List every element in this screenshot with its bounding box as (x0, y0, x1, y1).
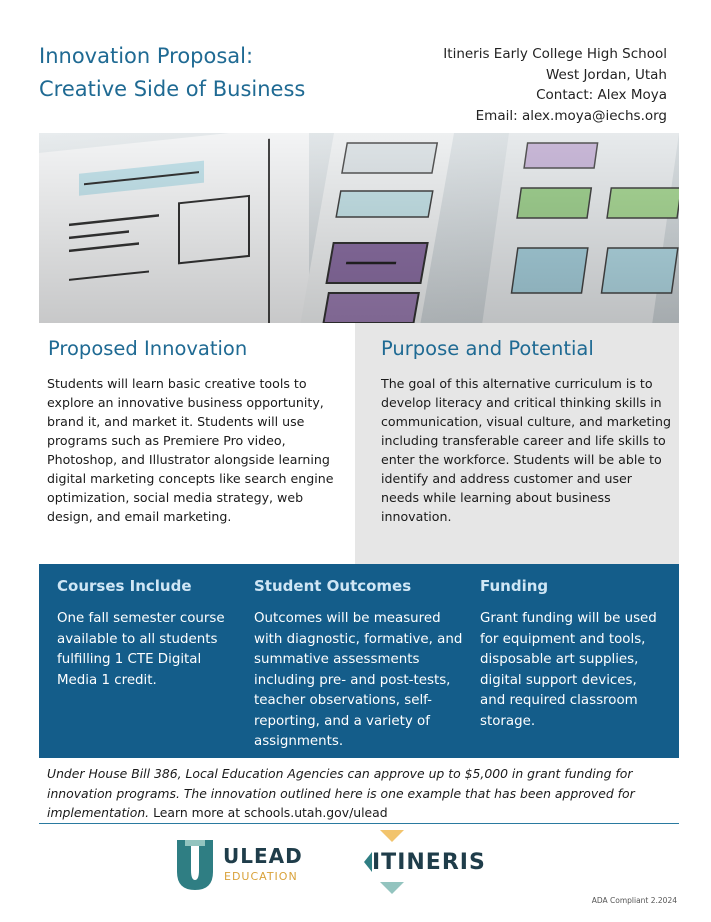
purpose-potential-panel (355, 323, 679, 564)
ulead-mark-icon (175, 836, 215, 892)
purpose-potential-heading: Purpose and Potential (381, 337, 594, 360)
legal-note (47, 764, 687, 823)
title-line-2: Creative Side of Business (39, 77, 306, 101)
contact-name: Contact: Alex Moya (536, 87, 667, 103)
courses-text: One fall semester course available to all students fulfilling 1 CTE Digital Media 1 credit. (57, 611, 225, 688)
info-band (39, 564, 679, 758)
proposed-innovation-text: Students will learn basic creative tools to explore an innovative business opportunity, brand it, and market it. Students will use programs such as Premiere Pro video, Photoshop, and Illustrator alongside learning digital marketing concepts like search engine optimization, social media strategy, web design, and email marketing. (47, 376, 334, 524)
outcomes-heading: Student Outcomes (254, 577, 412, 595)
title-line-1: Innovation Proposal: (39, 44, 254, 68)
school-location: West Jordan, Utah (545, 66, 667, 83)
ada-compliance-label: ADA Compliant 2.2024 (591, 896, 677, 905)
ulead-logo (175, 836, 315, 892)
school-name: Itineris Early College High School (443, 46, 667, 62)
contact-block (443, 44, 667, 126)
ulead-subtitle: EDUCATION (224, 870, 298, 883)
legal-note-text: Under House Bill 386, Local Education Agencies can approve up to $5,000 in grant funding for innovation programs. The innovation outlined here is one example that has been approved for implementation. (47, 766, 635, 820)
footer-divider (39, 823, 679, 824)
document-title (39, 40, 305, 106)
purpose-potential-text: The goal of this alternative curriculum is to develop literacy and critical thinking skills in communication, visual culture, and marketing including transferable career and life skills to enter the workforce. Students will be able to identify and address customer and user needs while learning about business innovation. (381, 376, 671, 524)
contact-email[interactable]: Email: alex.moya@iechs.org (475, 107, 667, 124)
outcomes-text: Outcomes will be measured with diagnostic, formative, and summative assessments including pre- and post-tests, teacher observations, self-reporting, and a variety of assignments. (254, 611, 463, 749)
wireframe-sketch-illustration (39, 133, 679, 323)
learn-more-link[interactable]: Learn more at schools.utah.gov/ulead (153, 805, 388, 820)
hero-image (39, 133, 679, 323)
proposed-innovation-panel (39, 323, 355, 564)
courses-heading: Courses Include (57, 577, 192, 595)
itineris-logo (360, 830, 500, 894)
itineris-wordmark: ITINERIS (372, 850, 486, 875)
funding-heading: Funding (480, 577, 549, 595)
funding-text: Grant funding will be used for equipment and tools, disposable art supplies, digital support devices, and required classroom storage. (480, 611, 657, 729)
proposed-innovation-heading: Proposed Innovation (48, 337, 248, 360)
ulead-wordmark: ULEAD (223, 844, 303, 868)
